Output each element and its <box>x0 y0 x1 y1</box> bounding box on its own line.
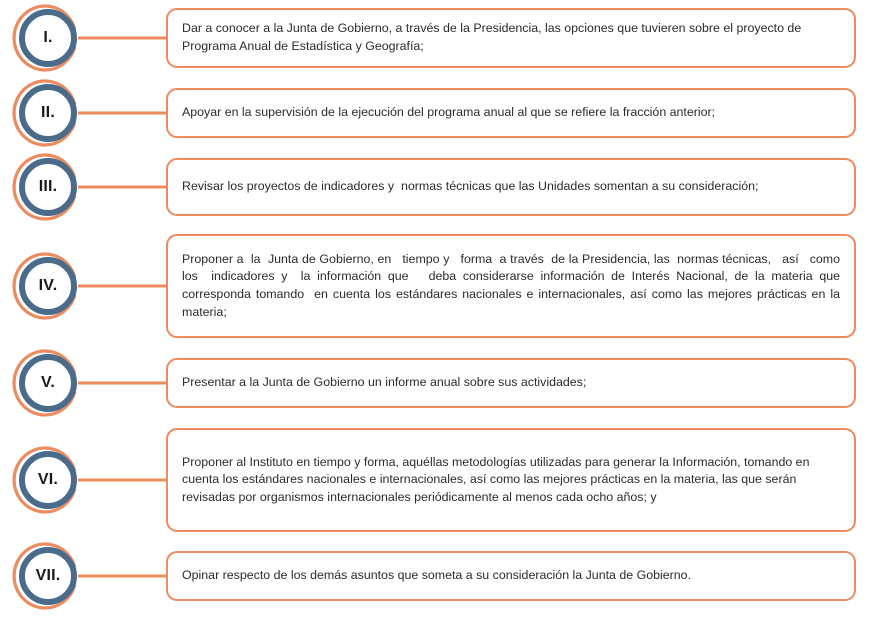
content-box <box>166 158 856 216</box>
content-text: Opinar respecto de los demás asuntos que someta a su consideración la Junta de Gobierno. <box>182 568 692 583</box>
numeral-label: V. <box>40 374 56 391</box>
content-text: Revisar los proyectos de indicadores y normas técnicas que las Unidades somentan a su consideración; <box>182 179 759 194</box>
numeral-badge <box>14 79 82 147</box>
numeral-label: II. <box>41 104 55 121</box>
content-box <box>166 551 856 601</box>
connector-line <box>78 382 168 385</box>
numeral-label: VI. <box>37 471 59 488</box>
flow-item <box>0 551 880 601</box>
content-text: Proponer a la Junta de Gobierno, en tiempo y forma a través de la Presidencia, las normas técnicas, así como los indicadores y la información que deba considerarse información de Interés Nacional, de la materia que corresponda tomando en cuenta los estándares nacionales e internacionales, así como las mejores prácticas en la materia; <box>182 251 851 319</box>
connector-line <box>78 479 168 482</box>
flow-item <box>0 234 880 338</box>
content-text: Dar a conocer a la Junta de Gobierno, a través de la Presidencia, las opciones que tuvieren sobre el proyecto de Programa Anual de Estadística y Geografía; <box>182 21 805 53</box>
connector-line <box>78 285 168 288</box>
content-text: Proponer al Instituto en tiempo y forma, aquéllas metodologías utilizadas para generar la Información, tomando en cuenta los estándares nacionales e internacionales, así como las mejores prácticas en la materia, las que serán revisadas por organismos internacionales periódicamente al menos cada ocho años; y <box>182 454 813 504</box>
flow-item <box>0 88 880 138</box>
numeral-badge <box>14 153 82 221</box>
content-box <box>166 88 856 138</box>
content-box <box>166 8 856 68</box>
flow-item <box>0 158 880 216</box>
content-box <box>166 234 856 338</box>
numeral-badge <box>14 349 82 417</box>
connector-line <box>78 575 168 578</box>
connector-line <box>78 112 168 115</box>
numeral-badge <box>14 542 82 610</box>
numeral-label: IV. <box>38 277 58 294</box>
connector-line <box>78 186 168 189</box>
numeral-label: VII. <box>35 567 61 584</box>
content-box <box>166 428 856 532</box>
numeral-label: I. <box>43 29 53 46</box>
numeral-badge <box>14 4 82 72</box>
flow-item <box>0 428 880 532</box>
connector-line <box>78 37 168 40</box>
numeral-badge <box>14 446 82 514</box>
flow-item <box>0 358 880 408</box>
numeral-label: III. <box>38 178 58 195</box>
content-text: Presentar a la Junta de Gobierno un informe anual sobre sus actividades; <box>182 375 587 390</box>
flow-item <box>0 8 880 68</box>
content-text: Apoyar en la supervisión de la ejecución del programa anual al que se refiere la fracción anterior; <box>182 105 716 120</box>
numeral-badge <box>14 252 82 320</box>
content-box <box>166 358 856 408</box>
